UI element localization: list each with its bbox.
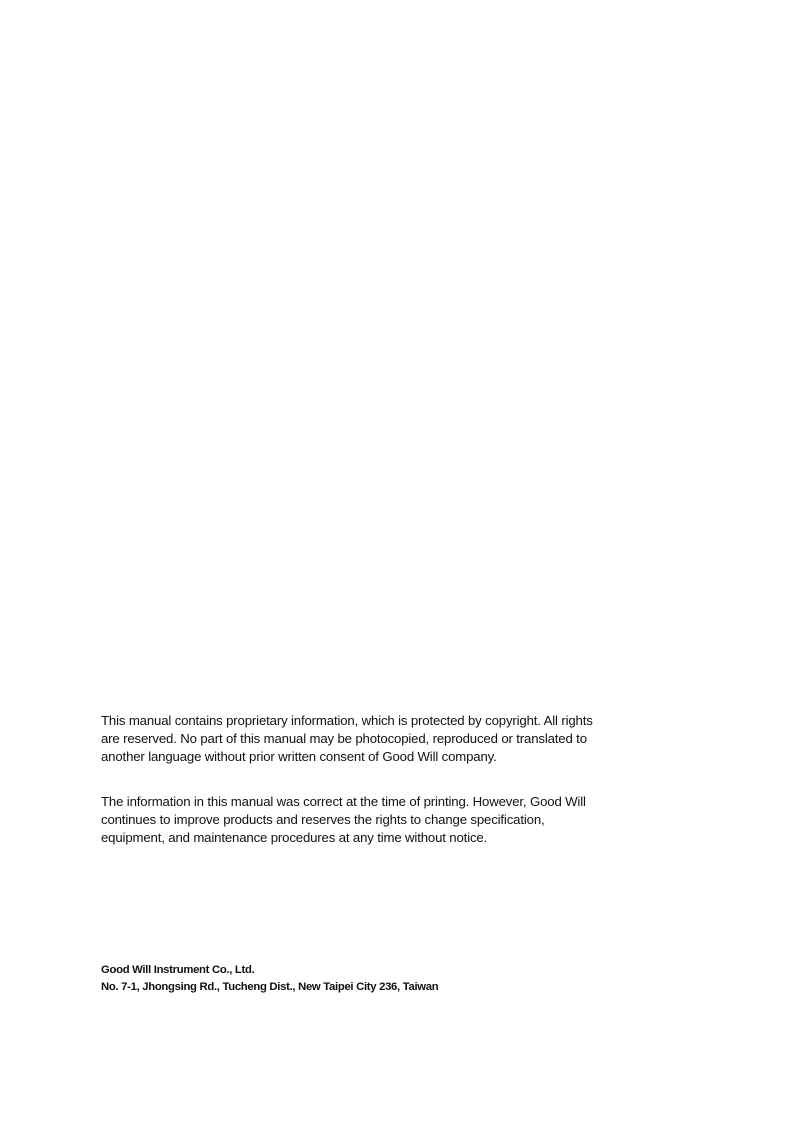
company-address: No. 7-1, Jhongsing Rd., Tucheng Dist., New Taipei City 236, Taiwan [101,980,439,993]
printing-line: continues to improve products and reserves the rights to change specification, [101,812,545,828]
printing-notice [101,793,661,848]
copyright-notice [101,712,661,767]
company-info [101,962,438,995]
copyright-line: another language without prior written consent of Good Will company. [101,749,497,765]
copyright-line: This manual contains proprietary information, which is protected by copyright. All rights [101,713,593,728]
printing-line: The information in this manual was correct at the time of printing. However, Good Will [101,794,586,809]
copyright-line: are reserved. No part of this manual may be photocopied, reproduced or translated to [101,731,587,747]
company-name: Good Will Instrument Co., Ltd. [101,964,255,976]
printing-line: equipment, and maintenance procedures at any time without notice. [101,830,488,846]
